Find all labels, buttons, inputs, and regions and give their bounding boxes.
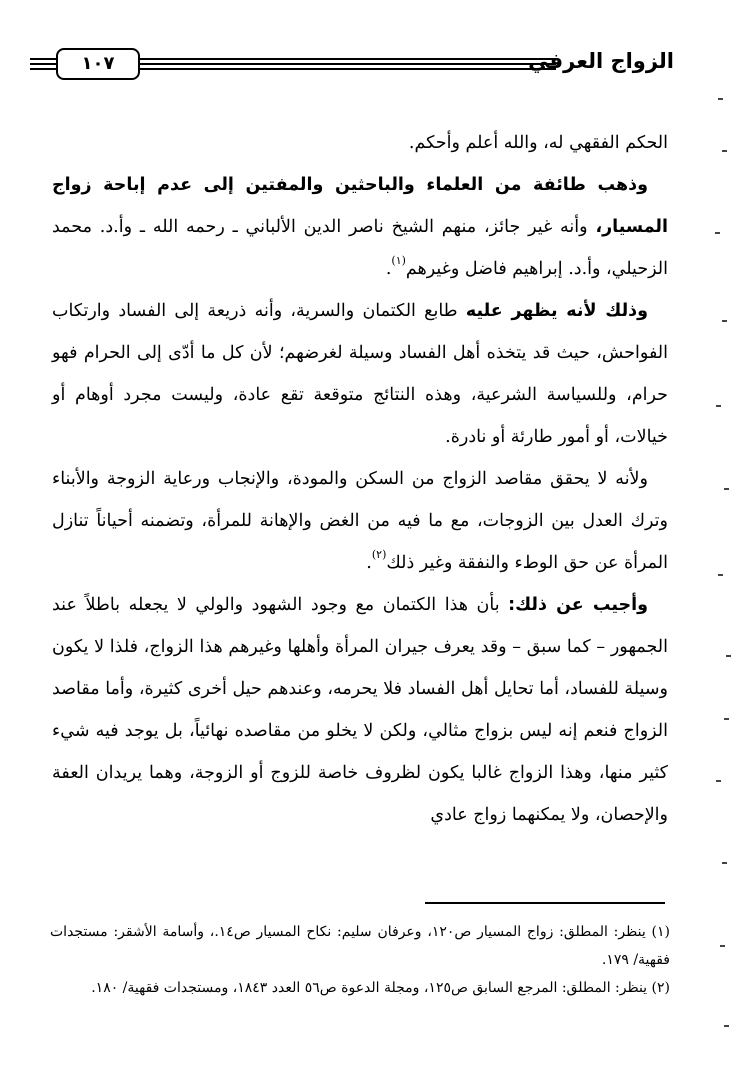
footnote-separator (425, 902, 665, 904)
paragraph-text: بأن هذا الكتمان مع وجود الشهود والولي لا يجعله باطلاً عند الجمهور – كما سبق – وقد يعرف جيران المرأة وأهلها وغيرهم هذا الزواج، فلذا لا يكون وسيلة للفساد، أما تحايل أهل الفساد فلا يحرمه، وعندهم حيل أخرى كثيرة، وأما مقاصد الزواج فنعم إنه ليس بزواج مثالي، ولكن لا يخلو من مقاصده نهائياً، بل يوجد فيه شيء كثير منها، وهذا الزواج غالبا يكون لظروف خاصة للزوج أو الزوجة، وهما يريدان العفة والإحصان، ولا يمكنهما زواج عادي (52, 595, 668, 825)
footnote: (١) ينظر: المطلق: زواج المسيار ص١٢٠، وعرفان سليم: نكاح المسيار ص١٤.، وأسامة الأشقر: مستجدات فقهية/ ١٧٩. (50, 924, 670, 968)
paragraph-lead: وذهب طائفة من العلماء والباحثين والمفتين إلى عدم إباحة زواج المسيار، (52, 175, 668, 237)
margin-mark (715, 232, 720, 234)
header-rule (30, 58, 56, 60)
margin-mark (724, 1025, 729, 1027)
header-rule (140, 63, 556, 65)
header-rule (30, 68, 56, 70)
paragraph-text: طابع الكتمان والسرية، وأنه ذريعة إلى الفساد وارتكاب الفواحش، حيث قد يتخذه أهل الفساد وسيلة لغرضهم؛ لأن كل ما أدّى إلى الحرام فهو حرام، وللسياسة الشرعية، وهذه النتائج متوقعة تقع عادة، وليست مجرد أوهام أو خيالات، أو أمور طارئة أو نادرة. (52, 301, 668, 447)
margin-mark (724, 718, 729, 720)
header-rule (140, 68, 556, 70)
body-text (52, 122, 668, 836)
paragraph-tail: . (366, 553, 372, 573)
page-header (30, 44, 674, 84)
paragraph-tail: . (385, 259, 392, 279)
paragraph-text: الحكم الفقهي له، والله أعلم وأحكم. (408, 133, 668, 153)
footnote-ref[interactable]: (٢) (371, 548, 387, 562)
page-number: ١٠٧ (56, 48, 140, 80)
header-rule (30, 63, 56, 65)
paragraph-text: ولأنه لا يحقق مقاصد الزواج من السكن والمودة، والإنجاب ورعاية الزوجة والأبناء وترك العدل بين الزوجات، مع ما فيه من الغض والإهانة للمرأة، وتضمنه أحياناً تنازل المرأة عن حق الوطء والنفقة وغير ذلك (52, 469, 668, 573)
paragraph (52, 164, 668, 290)
margin-mark (718, 574, 723, 576)
margin-mark (722, 320, 727, 322)
paragraph-lead: وأجيب عن ذلك: (508, 595, 648, 615)
header-rule (140, 58, 556, 60)
margin-mark (716, 780, 721, 782)
margin-mark (722, 150, 727, 152)
footnote: (٢) ينظر: المطلق: المرجع السابق ص١٢٥، ومجلة الدعوة ص٥٦ العدد ١٨٤٣، ومستجدات فقهية/ ١٨٠. (91, 980, 670, 996)
paragraph-text: وأنه غير جائز، منهم الشيخ ناصر الدين الألباني ـ رحمه الله ـ وأ.د. محمد الزحيلي، وأ.د. إبراهيم فاضل وغيرهم (52, 217, 668, 279)
paragraph (52, 458, 668, 584)
paragraph (52, 584, 668, 836)
margin-mark (718, 98, 723, 100)
footnote-ref[interactable]: (١) (391, 254, 406, 268)
margin-mark (724, 488, 729, 490)
margin-mark (726, 655, 731, 657)
paragraph-lead: وذلك لأنه يظهر عليه (465, 301, 648, 321)
paragraph (52, 122, 668, 164)
margin-mark (720, 945, 725, 947)
running-title: الزواج العرفي (528, 49, 674, 73)
margin-mark (722, 862, 727, 864)
paragraph (52, 290, 668, 458)
margin-mark (716, 405, 721, 407)
footnotes (50, 918, 670, 1002)
